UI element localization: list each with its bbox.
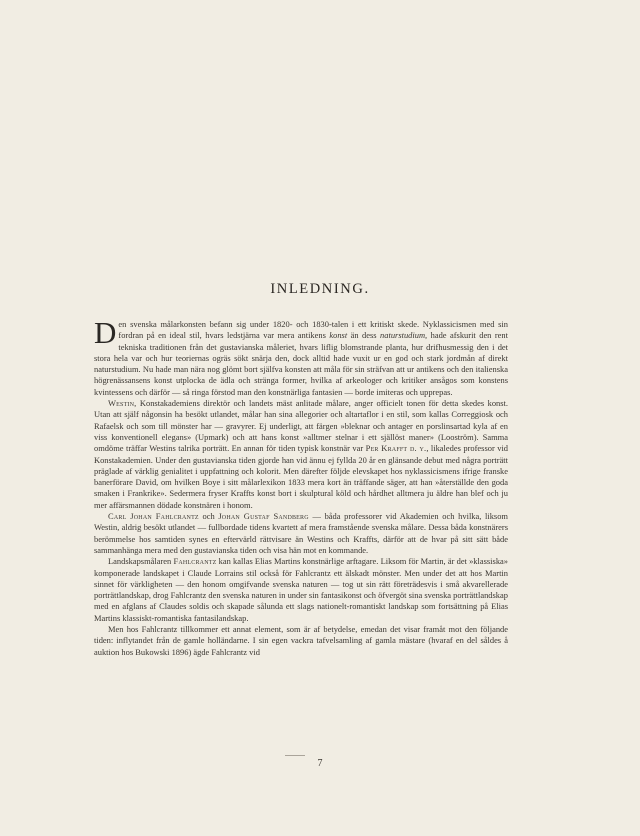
paragraph-2 [94, 398, 508, 511]
p4-text-a: Landskapsmålaren [108, 556, 174, 567]
p4-text-c: kan kallas Elias Martins konstnärlige arftagare. Liksom för Martin, är det »klassiska» komponerade landskapet i Claude Lorrains stil också för Fahlcrantz ett älskadt mönster. Men under det att hos Martin sinnet för värkligheten — den honom omgifvande svenska naturen — tog ut sin rätt företrädesvis i små akvarellerade porträttlandskap, drog Fahlcrantz den svenska naturen in under sin fantasikonst och öfvergöt sina svenska porträttlandskap med en afglans af Claudes soldis och skapade sålunda ett slags nationelt-romantiskt landskap som fortsättning på Elias Martins klassiskt-romantiska fantasilandskap. [94, 556, 508, 623]
page-number-rule [285, 755, 305, 756]
p1-text-e: hade afskurit den rent tekniska traditionen från det gustavianska måleriet, hvars liflig blomstrande planta, hur drifhusmessig den i det stora hela var och hur teoriernas ogräs sökt snärja den, dock alltid hade vuxit ur en god och stark jordmån af direkt naturstudium. Nu hade man nära nog glömt bort själfva konsten att måla för sin sträfvan att ur antikens och den italienska högrenässansens konst utplocka de ädla och stränga former, hvilka af arkeologer och kritiker ansågos som konstens kvintessens och därför — så ringa förstod man den konstnärliga fantasien — borde imiteras och upprepas. [94, 330, 508, 397]
p5-text-a: Men hos Fahlcrantz tillkommer ett annat element, som är af betydelse, emedan det visar framåt mot den följande tiden: inflytandet från de gamle holländarne. I sin egen vackra tafvelsamling af gamla mästare (hvaraf en del såldes å auktion hos Bukowski 1896) ägde Fahlcrantz vid [94, 624, 508, 657]
page-number: 7 [317, 758, 323, 769]
chapter-title: INLEDNING. [270, 281, 370, 297]
name-fahlcrantz: Fahlcrantz [173, 556, 217, 567]
paragraph-4 [94, 556, 508, 624]
p1-text-a: en svenska målarkonsten befann sig under 1820- och 1830-talen i ett kritiskt skede. Nyklassicismen med sin fordran på en ideal stil, hvars ledstjärna var mera antikens [118, 319, 508, 341]
p1-italic-naturstudium: naturstudium, [380, 330, 428, 341]
name-sandberg: Johan Gustaf Sandberg [218, 511, 309, 522]
p3-text-d: — båda professorer vid Akademien och hvilka, liksom Westin, aldrig besökt utlandet — fullbordade tidens kvartett af mera framstående svenska målare. Dessa båda konstnärers berömmelse hos samtiden synes en eftervärld rättvisare än Westins och Kraffts, därför att de hvar på sitt sätt både sammanhänga mera med den gustavianska tiden och visa hän mot en kommande. [94, 511, 508, 555]
name-per-krafft: Per Krafft d. y. [365, 443, 427, 454]
paragraph-1 [94, 315, 508, 398]
name-fahlcrantz-full: Carl Johan Fahlcrantz [108, 511, 199, 522]
paragraph-3 [94, 511, 508, 556]
name-westin: Westin, [108, 398, 137, 409]
p2-text-b: Konstakademiens direktör och landets mäst anlitade målare, anger officielt tonen för detta skedes konst. Utan att själf någonsin ha besökt utlandet, målar han sina allegorier och altartaflor i en stil, som kallas Correggiosk och Rafaelsk och som till mönster har — gravyrer. Ej underligt, att färgen »bleknar och antager en porslinsartad kyla af en viss konventionell elegans» (Upmark) och att hans konst »alltmer stelnar i ett själlöst maner» (Looström). Samma omdöme träffar Westins talrika porträtt. En annan för tiden typisk konstnär var [94, 398, 508, 454]
paragraph-5 [94, 624, 508, 658]
p1-text-c: än dess [347, 330, 381, 341]
p3-text-b: och [198, 511, 219, 522]
drop-cap: D [94, 315, 117, 350]
p2-text-d: , likaledes professor vid Konstakademien. Under den gustavianska tiden gjorde han vid ännu ej fyllda 20 år en glänsande debut med några porträtt präglade af värklig genialitet i uppfattning och kolorit. Men därefter följde elevskapet hos nyklassicismens ifrige franske banerförare David, om hvilken Boye i sitt målarlexikon 1833 mera kort än träffande säger, att han »återställde den goda smaken i Frankrike». Sedermera fryser Kraffts konst bort i skulptural köld och hårdhet alltmera ju äldre han blef och ju mer affärsmannen dödade konstnären i honom. [94, 443, 509, 510]
body-text [94, 315, 509, 658]
p1-italic-konst: konst [329, 330, 348, 341]
